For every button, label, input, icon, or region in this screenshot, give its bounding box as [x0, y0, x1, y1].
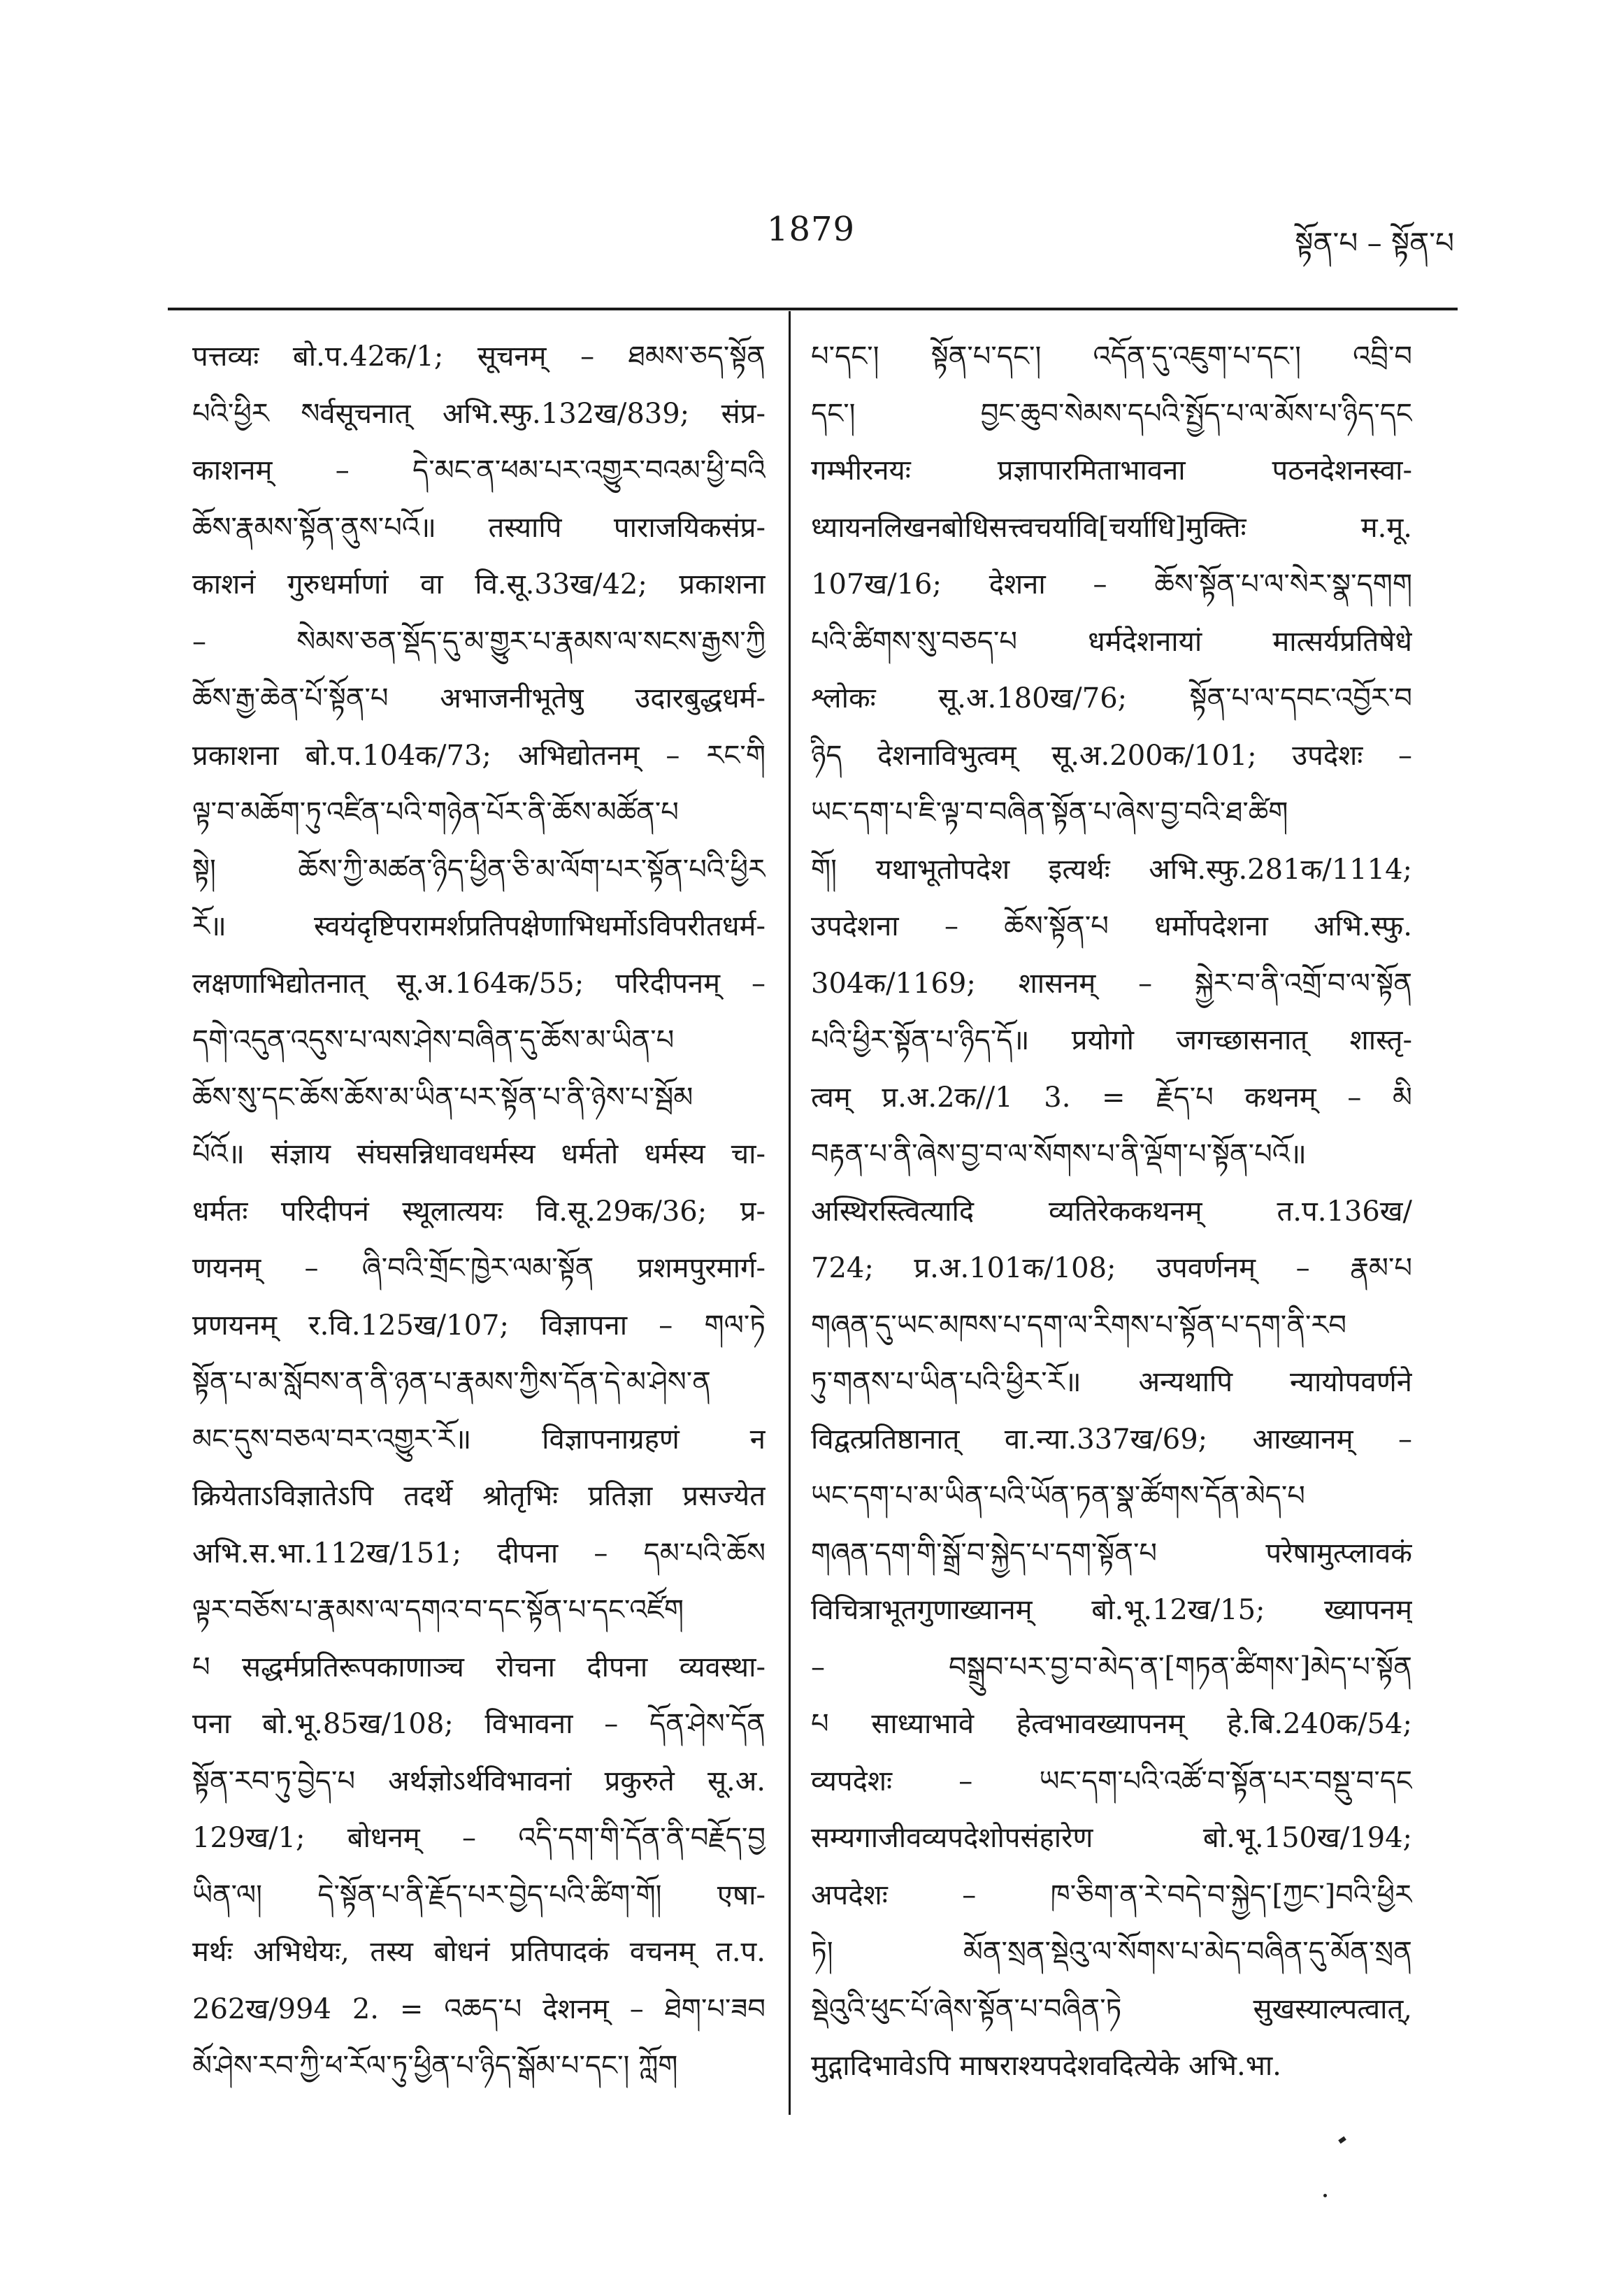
right-column-line: उपदेशना – ཆོས་སྟོན་པ धर्मोपदेशना अभि.स्फु. — [811, 910, 1412, 942]
right-column — [811, 329, 1412, 2118]
left-column-line: णयनम् – ཞི་བའི་གྲོང་ཁྱེར་ལམ་སྟོན प्रशमपुरमार्ग- — [192, 1252, 766, 1284]
stray-mark — [1338, 2136, 1346, 2144]
stray-dot — [1323, 2194, 1327, 2197]
left-column-line: 129ख/1; बोधनम् – འདི་དག་གི་དོན་ནི་བརྗོད་བྱ — [192, 1822, 766, 1854]
right-column-line: ཡང་དག་པ་མ་ཡིན་པའི་ཡོན་ཏན་སྣ་ཚོགས་དོན་མེད་པ — [811, 1480, 1305, 1512]
left-column-line: – སེམས་ཅན་སྡོད་དུ་མ་གྱུར་པ་རྣམས་ལ་སངས་རྒྱས་ཀྱི — [192, 625, 766, 658]
right-column-line: ध्यायनलिखनबोधिसत्त्वचर्यावि[चर्याधि]मुक्तिः म.मू. — [811, 511, 1412, 544]
left-column-line: མང་དུས་བཅལ་བར་འགྱུར་རོ॥ विज्ञापनाग्रहणं न — [192, 1423, 766, 1456]
right-column-line: त्वम् प्र.अ.2क//1 3. = རྗོད་པ कथनम् – མི — [811, 1081, 1412, 1114]
left-column-line: पत्तव्यः बो.प.42क/1; सूचनम् – ཐམས་ཅད་སྟོན — [192, 340, 766, 373]
right-column-line: 107ख/16; देशना – ཆོས་སྟོན་པ་ལ་སེར་སྣ་དགག — [811, 568, 1412, 601]
right-column-line: གཞན་དག་གི་སྒྲོ་བ་སྐྱེད་པ་དག་སྟོན་པ परेषामुत्प्लावकं — [811, 1537, 1412, 1570]
right-column-line: སྡེའུའི་ཕུང་པོ་ཞེས་སྟོན་པ་བཞིན་ཏེ सुखस्याल्पत्वात्, — [811, 1992, 1412, 2025]
left-column-line: 262ख/994 2. = འཆད་པ देशनम् – ཐེག་པ་ཟབ — [192, 1992, 766, 2025]
right-column-line: मुद्गादिभावेऽपि माषराश्यपदेशवदित्येके अभि.भा. — [811, 2050, 1281, 2082]
left-column-line: ཆོས་སུ་དང་ཆོས་ཆོས་མ་ཡིན་པར་སྟོན་པ་ནི་ཉེས་པ་སྦོམ — [192, 1081, 694, 1114]
left-column-line: སྟེ། ཆོས་ཀྱི་མཚན་ཉིད་ཕྱིན་ཅི་མ་ལོག་པར་སྟོན་པའི་ཕྱིར — [192, 853, 766, 886]
left-column-line: प्रणयनम् र.वि.125ख/107; विज्ञापना – གལ་ཏེ — [192, 1309, 766, 1342]
left-column-line: རོ॥ स्वयंदृष्टिपरामर्शप्रतिपक्षेणाभिधर्मोऽविपरीतधर्म- — [192, 910, 766, 942]
left-column-line: धर्मतः परिदीपनं स्थूलात्ययः वि.सू.29क/36; प्र- — [192, 1195, 766, 1228]
left-column-line: अभि.स.भा.112ख/151; दीपना – དམ་པའི་ཆོས — [192, 1537, 766, 1570]
right-column-line: པའི་ཕྱིར་སྟོན་པ་ཉིད་དོ॥ प्रयोगो जगच्छासनात् शास्तृ- — [811, 1024, 1412, 1056]
right-column-line: श्लोकः सू.अ.180ख/76; སྟོན་པ་ལ་དབང་འབྱོར་བ — [811, 682, 1412, 714]
right-column-line: ཏེ། མོན་སྲན་སྡེའུ་ལ་སོགས་པ་མེད་བཞིན་དུ་མོན་སྲན — [811, 1936, 1412, 1968]
right-column-line: པ་དང་། སྟོན་པ་དང་། འདོན་དུ་འཇུག་པ་དང་། འབྲི་བ — [811, 340, 1412, 373]
page-number: 1879 — [766, 210, 856, 249]
left-column-line: ཆོས་རྣམས་སྟོན་ནུས་པའོ॥ तस्यापि पाराजयिकसंप्र- — [192, 511, 766, 544]
right-column-line: དང་། བྱང་ཆུབ་སེམས་དཔའི་སྤྱོད་པ་ལ་མོས་པ་ཉིད་དང — [811, 397, 1412, 430]
left-column-line: लक्षणाभिद्योतनात् सू.अ.164क/55; परिदीपनम् – — [192, 967, 766, 1000]
left-column-line: मर्थः अभिधेयः, तस्य बोधनं प्रतिपादकं वचनम् त.प. — [192, 1936, 766, 1968]
right-column-line: པའི་ཚིགས་སུ་བཅད་པ धर्मदेशनायां मात्सर्यप्रतिषेधे — [811, 625, 1412, 658]
left-column-line: དགེ་འདུན་འདུས་པ་ལས་ཤེས་བཞིན་དུ་ཆོས་མ་ཡིན་པ — [192, 1024, 675, 1056]
left-column-line: པོའོ॥ संज्ञाय संघसन्निधावधर्मस्य धर्मतो धर्मस्य चा- — [192, 1138, 766, 1170]
right-column-line: अस्थिरस्त्वित्यादि व्यतिरेककथनम् त.प.136ख/ — [811, 1195, 1412, 1228]
left-column — [192, 329, 766, 2118]
left-column-line: ཆོས་རྒྱ་ཆེན་པོ་སྟོན་པ अभाजनीभूतेषु उदारबुद्धधर्म- — [192, 682, 766, 714]
right-column-line: गम्भीरनयः प्रज्ञापारमिताभावना पठनदेशनस्वा- — [811, 454, 1412, 487]
left-column-line: པ सद्धर्मप्रतिरूपकाणाञ्च रोचना दीपना व्यवस्था- — [192, 1651, 766, 1683]
right-column-line: ཡང་དག་པ་ཇི་ལྟ་བ་བཞིན་སྟོན་པ་ཞེས་བྱ་བའི་ཐ་ཚིག — [811, 796, 1288, 828]
left-column-line: པའི་ཕྱིར སर्वसूचनात् अभि.स्फु.132ख/839; संप्र- — [192, 397, 766, 430]
column-divider — [789, 311, 791, 2115]
left-column-line: पना बो.भू.85ख/108; विभावना – དོན་ཤེས་དོན — [192, 1708, 766, 1740]
running-head: སྟོན་པ – སྟོན་པ — [1295, 226, 1454, 260]
right-column-line: པ साध्याभावे हेत्वभावख्यापनम् हे.बि.240क/54; — [811, 1708, 1412, 1740]
left-column-line: སྟོན་པ་མ་སློབས་ན་ནི་ཉན་པ་རྣམས་ཀྱིས་དོན་དེ་མ་ཤེས་ན — [192, 1366, 711, 1398]
right-column-line: अपदेशः – ཁ་ཅིག་ན་རེ་བདེ་བ་སྐྱེད་[ཀྱང་]བའི་ཕྱིར — [811, 1879, 1412, 1911]
left-column-line: प्रकाशना बो.प.104क/73; अभिद्योतनम् – རང་གི — [192, 739, 766, 772]
right-column-line: व्यपदेशः – ཡང་དག་པའི་འཚོ་བ་སྟོན་པར་བསྡུ་བ་དང — [811, 1765, 1412, 1797]
right-column-line: གོ། यथाभूतोपदेश इत्यर्थः अभि.स्फु.281क/1114; — [811, 853, 1412, 886]
right-column-line: ཏུ་གནས་པ་ཡིན་པའི་ཕྱིར་རོ॥ अन्यथापि न्यायोपवर्णने — [811, 1366, 1412, 1398]
right-column-line: 724; प्र.अ.101क/108; उपवर्णनम् – རྣམ་པ — [811, 1252, 1412, 1284]
left-column-line: काशनम् – དེ་མང་ན་ཕམ་པར་འགྱུར་བའམ་ཕྱི་བའི — [192, 454, 766, 487]
left-column-line: काशनं गुरुधर्माणां वा वि.सू.33ख/42; प्रकाशना — [192, 568, 766, 601]
right-column-line: བརྟན་པ་ནི་ཞེས་བྱ་བ་ལ་སོགས་པ་ནི་ལྡོག་པ་སྟོན་པའོ॥ — [811, 1138, 1307, 1170]
left-column-line: མོ་ཤེས་རབ་ཀྱི་ཕ་རོལ་ཏུ་ཕྱིན་པ་ཉིད་སྒོམ་པ་དང་། ཀློག — [192, 2050, 678, 2082]
left-column-line: ལྟ་བ་མཆོག་ཏུ་འཛིན་པའི་གཉེན་པོར་ནི་ཆོས་མཚོན་པ — [192, 796, 679, 828]
left-column-line: क्रियेताऽविज्ञातेऽपि तदर्थे श्रोतृभिः प्रतिज्ञा प्रसज्येत — [192, 1480, 766, 1512]
left-column-line: ཡིན་ལ། དེ་སྟོན་པ་ནི་རྗོད་པར་བྱེད་པའི་ཚིག་གོ། एषा- — [192, 1879, 766, 1911]
right-column-line: 304क/1169; शासनम् – སྐྱེར་བ་ནི་འགྲོ་བ་ལ་སྟོན — [811, 967, 1412, 1000]
right-column-line: ཉིད देशनाविभुत्वम् सू.अ.200क/101; उपदेशः – — [811, 739, 1412, 772]
header-rule — [168, 308, 1458, 310]
right-column-line: विद्वत्प्रतिष्ठानात् वा.न्या.337ख/69; आख्यानम् – — [811, 1423, 1412, 1456]
right-column-line: सम्यगाजीवव्यपदेशोपसंहारेण बो.भू.150ख/194; — [811, 1822, 1412, 1854]
right-column-line: – བསྒྲུབ་པར་བྱ་བ་མེད་ན་[གཏན་ཚིགས་]མེད་པ་སྟོན — [811, 1651, 1412, 1683]
right-column-line: विचित्राभूतगुणाख्यानम् बो.भू.12ख/15; ख्यापनम् — [811, 1594, 1412, 1626]
left-column-line: ལྟར་བཅོས་པ་རྣམས་ལ་དགའ་བ་དང་སྟོན་པ་དང་འཛོག — [192, 1594, 684, 1626]
right-column-line: གཞན་དུ་ཡང་མཁས་པ་དག་ལ་རིགས་པ་སྟོན་པ་དག་ནི་རབ — [811, 1309, 1346, 1342]
left-column-line: སྟོན་རབ་ཏུ་བྱེད་པ अर्थज्ञोऽर्थविभावनां प्रकुरुते सू.अ. — [192, 1765, 766, 1797]
